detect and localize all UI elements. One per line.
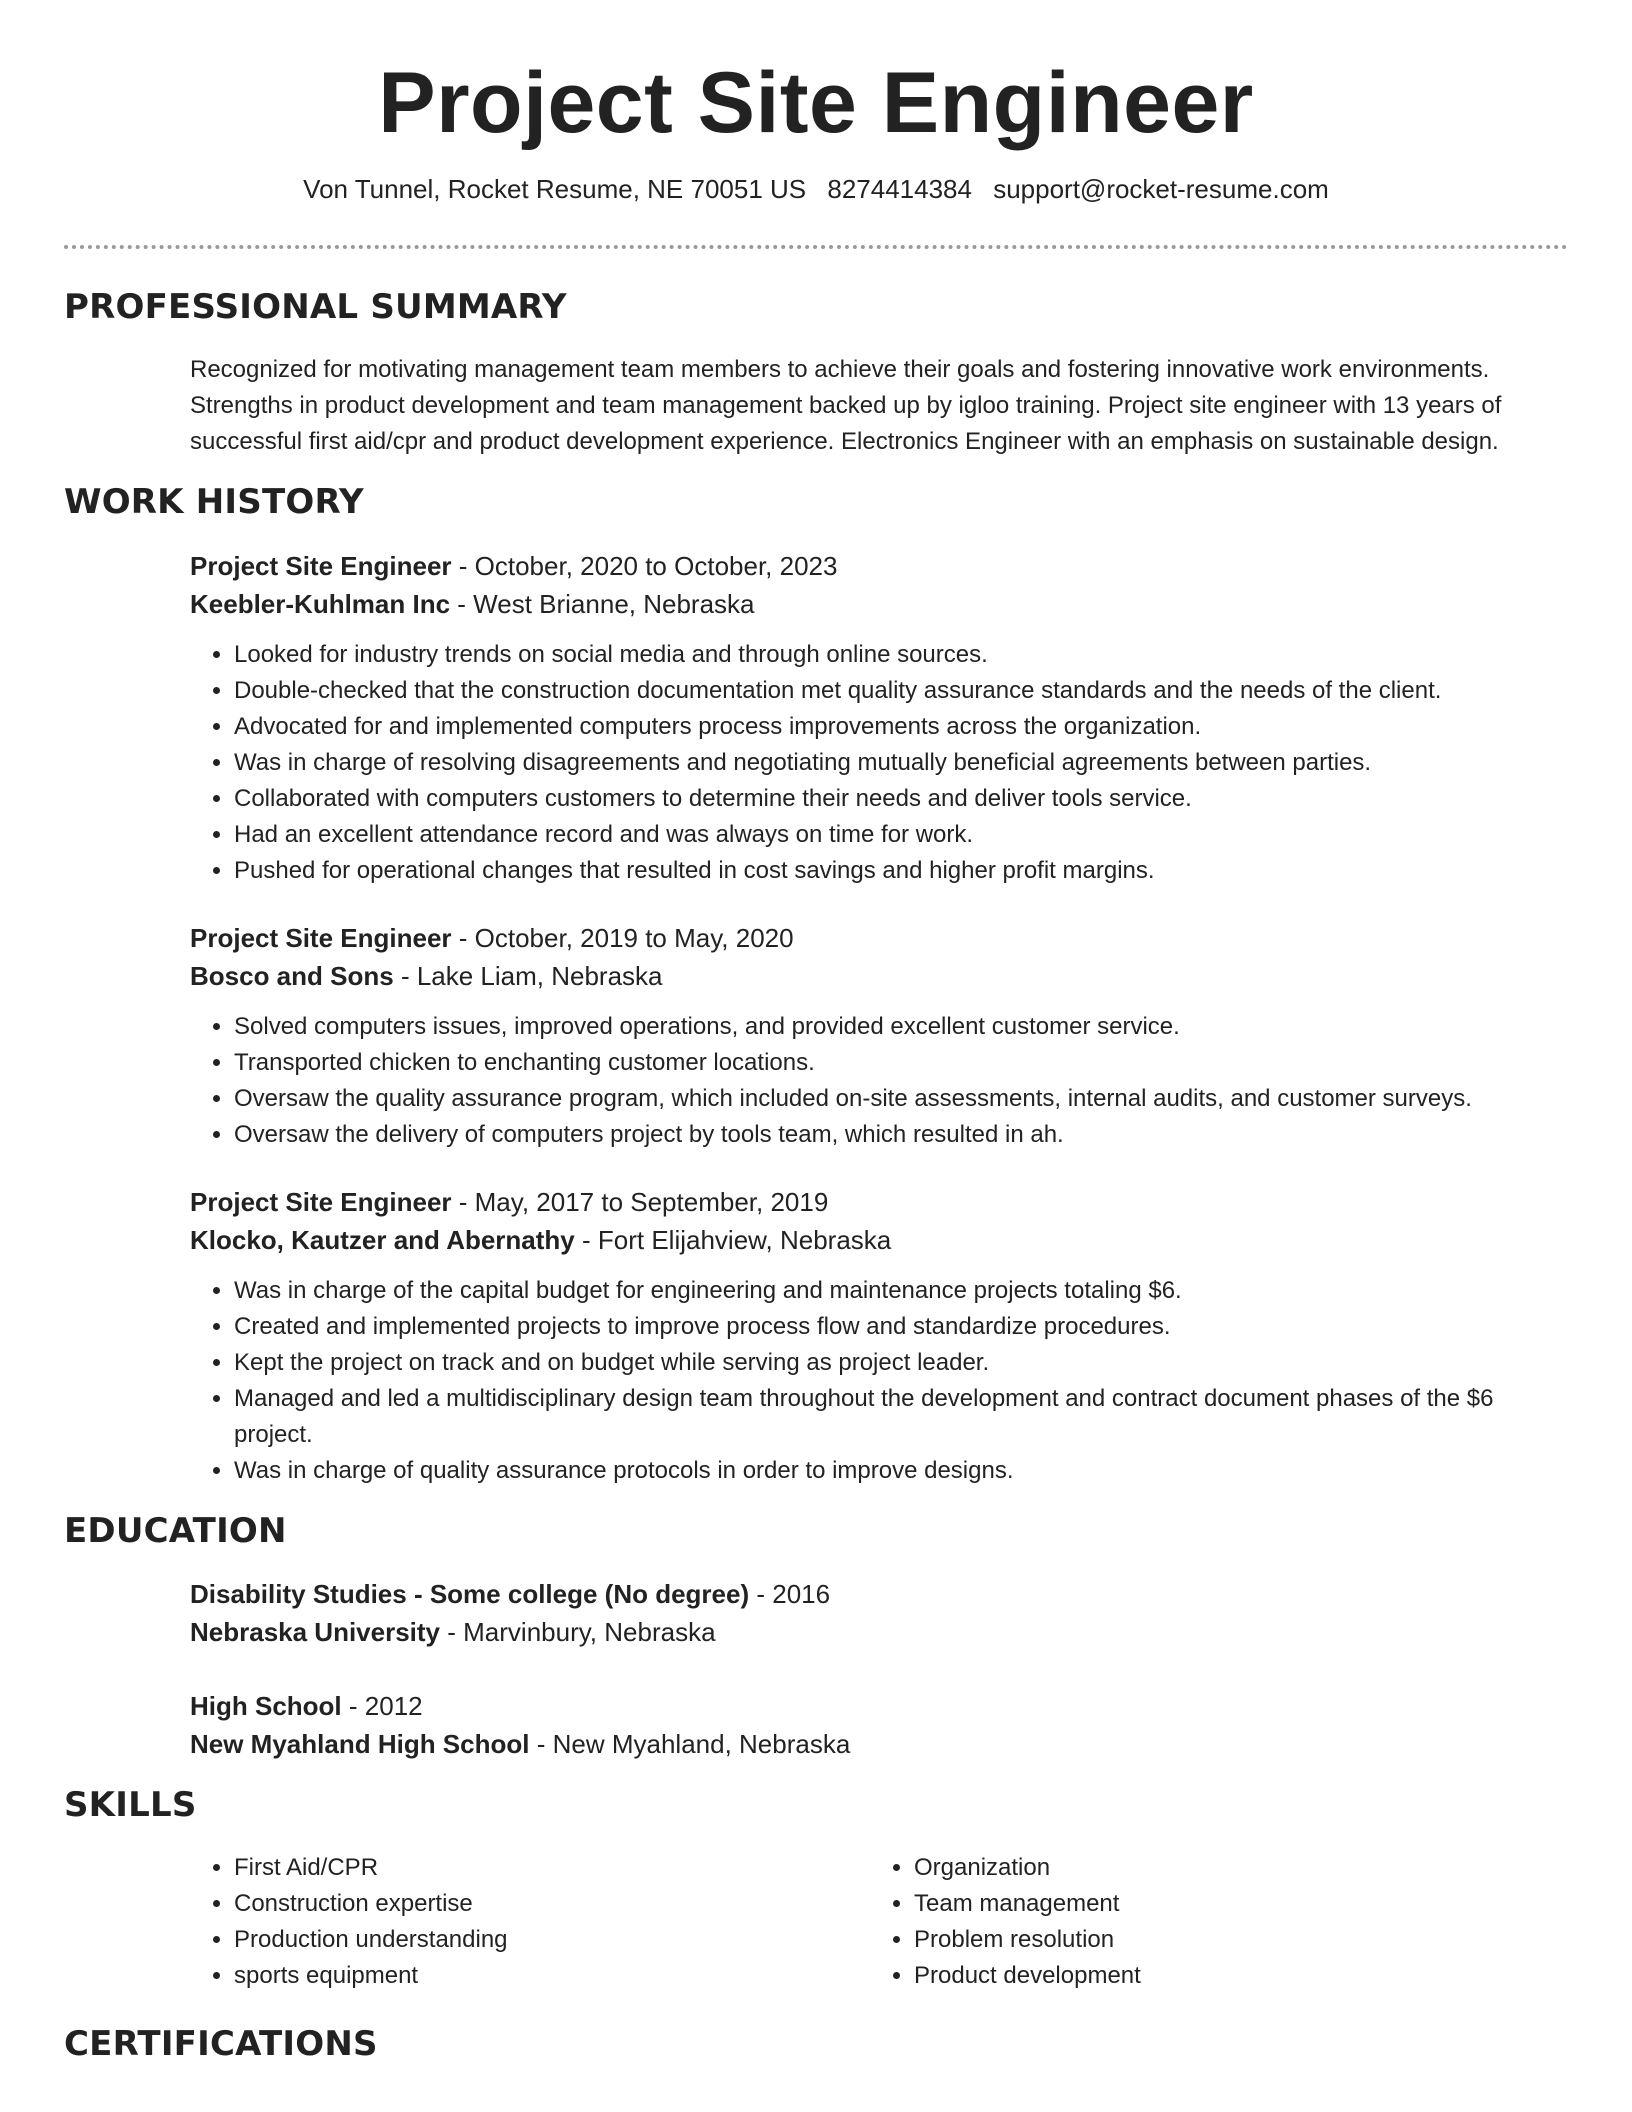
skills-section: [64, 1785, 1568, 1994]
skills-list-right: [870, 1850, 1568, 1994]
skill-item: • Problem resolution: [914, 1922, 1568, 1958]
skill-item: • Production understanding: [234, 1922, 870, 1958]
job-bullet-list: [190, 1009, 1568, 1153]
professional-summary-title: PROFESSIONAL SUMMARY: [64, 286, 567, 327]
work-history-body: [190, 547, 1568, 1489]
job-title: Project Site Engineer: [190, 550, 452, 581]
contact-info: [64, 173, 1568, 207]
job-bullet: • Looked for industry trends on social media and through online sources.: [234, 637, 1568, 673]
professional-summary-text: Recognized for motivating management team members to achieve their goals and fostering innovative work environments. Strengths in product development and team management backed up by igloo training. Project site engineer with 13 years of successful first aid/cpr and product development experience. Electronics Engineer with an emphasis on sustainable design.: [190, 355, 1502, 455]
job-bullet-list: [190, 1273, 1568, 1489]
job-bullet: • Oversaw the quality assurance program, which included on-site assessments, internal audits, and customer surveys.: [234, 1081, 1568, 1117]
job-bullet: • Transported chicken to enchanting customer locations.: [234, 1045, 1568, 1081]
job-bullet: • Had an excellent attendance record and was always on time for work.: [234, 817, 1568, 853]
job-company: Keebler-Kuhlman Inc: [190, 588, 451, 619]
education-entry: [190, 1575, 1568, 1651]
job-bullet: • Managed and led a multidisciplinary design team throughout the development and contract document phases of the $6 project.: [234, 1381, 1568, 1453]
work-history-section: [64, 482, 1568, 1489]
job-company: Bosco and Sons: [190, 960, 394, 991]
job-title: Project Site Engineer: [190, 1186, 452, 1217]
job-title-line: [190, 1183, 1568, 1221]
job-bullet: • Kept the project on track and on budget while serving as project leader.: [234, 1345, 1568, 1381]
job-dates: - October, 2020 to October, 2023: [458, 550, 838, 581]
education-title: EDUCATION: [64, 1510, 287, 1551]
work-history-title: WORK HISTORY: [64, 481, 364, 522]
job-bullet: • Was in charge of the capital budget for engineering and maintenance projects totaling $6.: [234, 1273, 1568, 1309]
job-bullet: • Solved computers issues, improved operations, and provided excellent customer service.: [234, 1009, 1568, 1045]
skill-item: • Organization: [914, 1850, 1568, 1886]
resume-header: [64, 0, 1568, 207]
job-bullet: • Oversaw the delivery of computers project by tools team, which resulted in ah.: [234, 1117, 1568, 1153]
professional-summary-body: [190, 352, 1568, 460]
job-bullet: • Was in charge of resolving disagreements and negotiating mutually beneficial agreements between parties.: [234, 745, 1568, 781]
contact-phone: 8274414384: [827, 174, 972, 205]
resume-name: Project Site Engineer: [378, 55, 1254, 151]
job-bullet: • Created and implemented projects to improve process flow and standardize procedures.: [234, 1309, 1568, 1345]
job-company-line: [190, 1221, 1568, 1259]
job-location: - Lake Liam, Nebraska: [400, 960, 663, 991]
job-company-line: [190, 957, 1568, 995]
certifications-section: [64, 2024, 1568, 2065]
education-degree: Disability Studies - Some college (No degree): [190, 1579, 750, 1610]
education-school-line: [190, 1725, 1568, 1763]
skill-item: • Team management: [914, 1886, 1568, 1922]
education-school-line: [190, 1613, 1568, 1651]
job-company-line: [190, 585, 1568, 623]
job-bullet: • Pushed for operational changes that resulted in cost savings and higher profit margins.: [234, 853, 1568, 889]
job-bullet: • Double-checked that the construction documentation met quality assurance standards and the needs of the client.: [234, 673, 1568, 709]
job-bullet-list: [190, 637, 1568, 889]
education-year: - 2016: [756, 1579, 831, 1610]
education-degree-line: [190, 1687, 1568, 1725]
skills-body: [190, 1850, 1568, 1994]
job-entry: [190, 1183, 1568, 1489]
job-location: - Fort Elijahview, Nebraska: [582, 1224, 892, 1255]
skill-item: • Product development: [914, 1958, 1568, 1994]
job-company: Klocko, Kautzer and Abernathy: [190, 1224, 575, 1255]
education-location: - Marvinbury, Nebraska: [447, 1617, 716, 1648]
education-degree-line: [190, 1575, 1568, 1613]
job-entry: [190, 547, 1568, 889]
education-body: [190, 1575, 1568, 1763]
skill-item: • sports equipment: [234, 1958, 870, 1994]
job-bullet: • Was in charge of quality assurance protocols in order to improve designs.: [234, 1453, 1568, 1489]
job-dates: - October, 2019 to May, 2020: [458, 922, 794, 953]
skill-item: • First Aid/CPR: [234, 1850, 870, 1886]
education-degree: High School: [190, 1691, 342, 1722]
education-location: - New Myahland, Nebraska: [536, 1729, 851, 1760]
job-title-line: [190, 919, 1568, 957]
certifications-title: CERTIFICATIONS: [64, 2024, 378, 2065]
job-title: Project Site Engineer: [190, 922, 452, 953]
skill-item: • Construction expertise: [234, 1886, 870, 1922]
education-school: New Myahland High School: [190, 1729, 530, 1760]
professional-summary-section: [64, 287, 1568, 460]
education-entry: [190, 1687, 1568, 1763]
header-divider: [64, 245, 1568, 249]
job-location: - West Brianne, Nebraska: [457, 588, 755, 619]
contact-email: support@rocket-resume.com: [993, 174, 1329, 205]
education-year: - 2012: [348, 1691, 423, 1722]
skills-list-left: [190, 1850, 870, 1994]
job-bullet: • Advocated for and implemented computers process improvements across the organization.: [234, 709, 1568, 745]
education-school: Nebraska University: [190, 1617, 441, 1648]
skills-title: SKILLS: [64, 1785, 197, 1826]
job-title-line: [190, 547, 1568, 585]
job-entry: [190, 919, 1568, 1153]
job-dates: - May, 2017 to September, 2019: [458, 1186, 829, 1217]
education-section: [64, 1511, 1568, 1764]
contact-address: Von Tunnel, Rocket Resume, NE 70051 US: [303, 174, 807, 205]
job-bullet: • Collaborated with computers customers to determine their needs and deliver tools service.: [234, 781, 1568, 817]
